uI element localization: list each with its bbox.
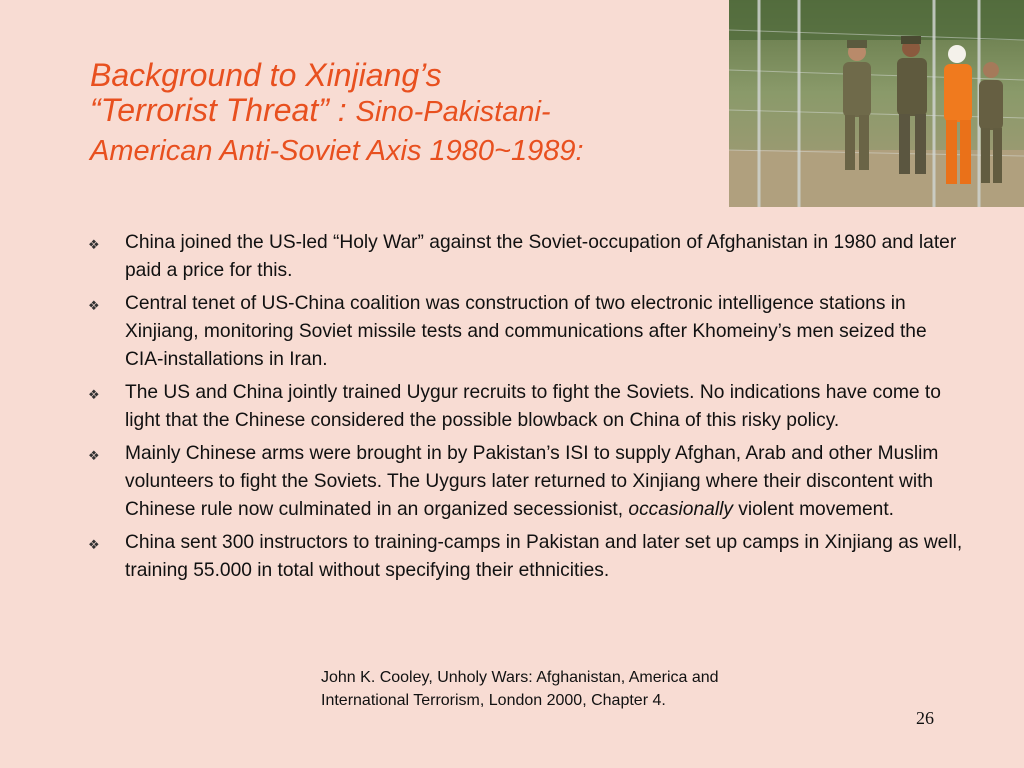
source-citation (321, 666, 841, 712)
bullet-item (88, 229, 968, 285)
photo-illustration (729, 0, 1024, 207)
bullet-item (88, 379, 968, 435)
bullet-item (88, 290, 968, 374)
bullet-text: China sent 300 instructors to training-camps in Pakistan and later set up camps in Xinjiang as well, training 55.000 in total without specifying their ethnicities. (125, 532, 963, 581)
bullet-item (88, 529, 968, 585)
diamond-bullet-icon: ❖ (88, 298, 100, 313)
diamond-bullet-icon: ❖ (88, 537, 100, 552)
bullet-text-start: Mainly Chinese arms were brought in by Pakistan’s ISI to supply Afghan, Arab and other Muslim volunteers to fight the Soviets. The Uygurs later returned to Xinjiang where their discontent with Chinese rule now culminated in an organized secessionist, (125, 443, 939, 520)
bullet-list (88, 229, 968, 590)
title-line-2 (90, 93, 720, 134)
title-line-3: American Anti-Soviet Axis 1980~1989: (90, 135, 584, 167)
diamond-bullet-icon: ❖ (88, 237, 100, 252)
bullet-text-end: violent movement. (732, 499, 894, 520)
title-line-2-sub: Sino-Pakistani- (355, 96, 551, 128)
page-number: 26 (916, 708, 934, 728)
title-line-2-main: “Terrorist Threat” : (90, 92, 356, 128)
bullet-text-italic: occasionally (628, 499, 733, 520)
citation-line-2: International Terrorism, London 2000, Chapter 4. (321, 692, 666, 709)
bullet-text: China joined the US-led “Holy War” against the Soviet-occupation of Afghanistan in 1980 and later paid a price for this. (125, 232, 957, 281)
bullet-item (88, 440, 968, 524)
bullet-text: Central tenet of US-China coalition was construction of two electronic intelligence stations in Xinjiang, monitoring Soviet missile tests and communications after Khomeiny’s men seized the CIA-installations in Iran. (125, 293, 927, 370)
bullet-text: The US and China jointly trained Uygur recruits to fight the Soviets. No indications have come to light that the Chinese considered the possible blowback on China of this risky policy. (125, 382, 941, 431)
diamond-bullet-icon: ❖ (88, 448, 100, 463)
diamond-bullet-icon: ❖ (88, 387, 100, 402)
slide-title (90, 58, 720, 169)
title-line-1: Background to Xinjiang’s (90, 57, 442, 93)
detainee-escort-photo (729, 0, 1024, 207)
citation-line-1: John K. Cooley, Unholy Wars: Afghanistan, America and (321, 669, 719, 686)
